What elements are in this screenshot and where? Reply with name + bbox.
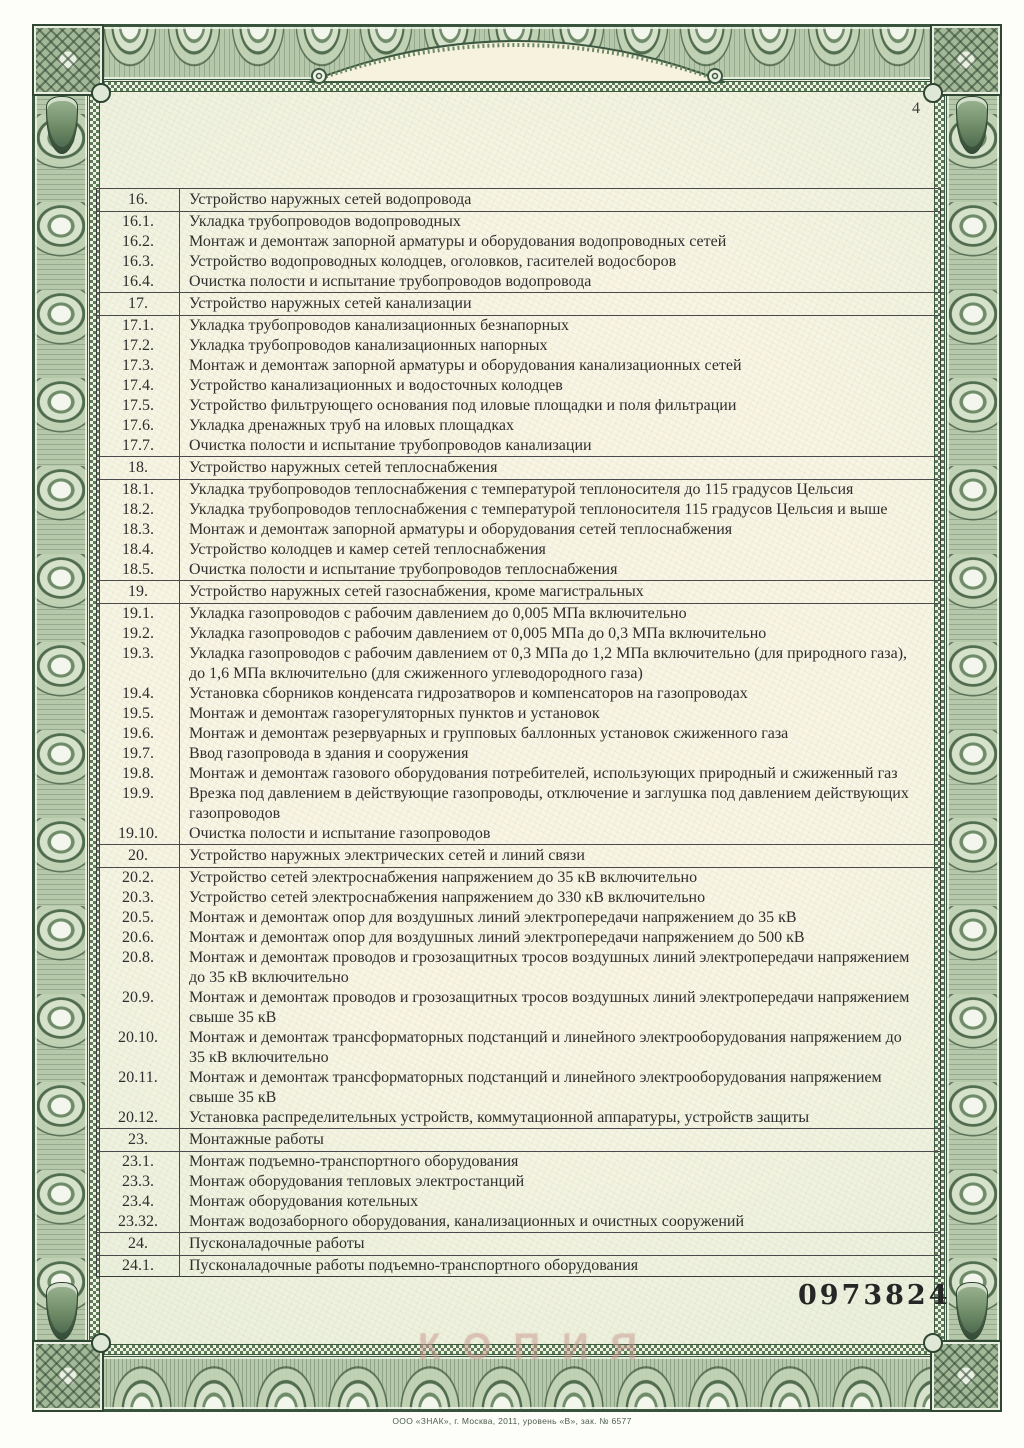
section-title: Устройство наружных электрических сетей и линий связи [180, 845, 941, 868]
item-text: Укладка газопроводов с рабочим давлением от 0,3 МПа до 1,2 МПа включительно (для природного газа), до 1,6 МПа включительно (для сжиженного углеводородного газа) [189, 645, 908, 682]
work-item-row [97, 908, 941, 928]
item-text: Монтаж и демонтаж газового оборудования потребителей, использующих природный и сжиженный газ [189, 765, 898, 782]
work-item-row [97, 500, 941, 520]
item-number: 23.4. [97, 1192, 180, 1212]
item-text: Укладка дренажных труб на иловых площадках [189, 417, 514, 434]
work-item-row [97, 1256, 941, 1277]
item-number: 23.1. [97, 1152, 180, 1173]
item-number: 19.10. [97, 824, 180, 845]
item-number: 23.3. [97, 1172, 180, 1192]
item-text: Монтаж оборудования котельных [189, 1193, 419, 1210]
item-number: 20.8. [97, 948, 180, 988]
work-item-row [97, 928, 941, 948]
section-header-row [97, 457, 941, 480]
item-text: Монтаж и демонтаж запорной арматуры и оборудования сетей теплоснабжения [189, 521, 733, 538]
item-number: 16.3. [97, 252, 180, 272]
item-text: Монтаж и демонтаж запорной арматуры и оборудования водопроводных сетей [189, 233, 727, 250]
item-text: Очистка полости и испытание трубопроводов канализации [189, 437, 592, 454]
section-title: Устройство наружных сетей водопровода [180, 189, 941, 212]
item-text: Монтаж оборудования тепловых электростанций [189, 1173, 525, 1190]
work-item-row [97, 704, 941, 724]
section-title: Монтажные работы [180, 1129, 941, 1152]
item-text: Монтаж подъемно-транспортного оборудования [189, 1153, 519, 1170]
work-item-row [97, 624, 941, 644]
work-item-row [97, 336, 941, 356]
work-item-row [97, 684, 941, 704]
work-item-row [97, 1172, 941, 1192]
item-text: Установка распределительных устройств, коммутационной аппаратуры, устройств защиты [189, 1109, 810, 1126]
section-header-row [97, 189, 941, 212]
work-item-row [97, 356, 941, 376]
item-number: 19.1. [97, 604, 180, 625]
section-number: 18. [97, 457, 180, 480]
item-number: 20.9. [97, 988, 180, 1028]
section-number: 17. [97, 293, 180, 316]
work-item-row [97, 416, 941, 436]
item-text: Устройство сетей электроснабжения напряжением до 35 кВ включительно [189, 869, 698, 886]
item-text: Укладка газопроводов с рабочим давлением до 0,005 МПа включительно [189, 605, 687, 622]
item-text: Монтаж и демонтаж проводов и грозозащитных тросов воздушных линий электропередачи напряжением свыше 35 кВ [189, 989, 910, 1026]
work-item-row [97, 644, 941, 684]
item-number: 19.5. [97, 704, 180, 724]
work-item-row [97, 1152, 941, 1173]
work-item-row [97, 888, 941, 908]
item-text: Устройство канализационных и водосточных колодцев [189, 377, 563, 394]
work-item-row [97, 480, 941, 501]
work-item-row [97, 1068, 941, 1108]
section-header-row [97, 293, 941, 316]
corner-ornament-icon [930, 1340, 1002, 1412]
work-item-row [97, 724, 941, 744]
item-text: Устройство водопроводных колодцев, оголовков, гасителей водосборов [189, 253, 677, 270]
section-header-row [97, 1129, 941, 1152]
item-number: 24.1. [97, 1256, 180, 1277]
section-header-row [97, 581, 941, 604]
item-number: 16.2. [97, 232, 180, 252]
item-number: 17.3. [97, 356, 180, 376]
border-band-left [34, 26, 88, 1410]
section-number: 16. [97, 189, 180, 212]
section-number: 23. [97, 1129, 180, 1152]
item-text: Установка сборников конденсата гидрозатворов и компенсаторов на газопроводах [189, 685, 748, 702]
item-number: 20.2. [97, 868, 180, 889]
work-item-row [97, 540, 941, 560]
item-number: 20.11. [97, 1068, 180, 1108]
item-number: 20.6. [97, 928, 180, 948]
item-number: 17.6. [97, 416, 180, 436]
section-number: 24. [97, 1233, 180, 1256]
item-number: 17.2. [97, 336, 180, 356]
work-item-row [97, 1108, 941, 1129]
item-number: 17.5. [97, 396, 180, 416]
works-table-body [97, 189, 941, 1277]
copy-watermark: КОПИЯ [418, 1326, 660, 1367]
item-text: Монтаж и демонтаж трансформаторных подстанций и линейного электрооборудования напряжением до 35 кВ включительно [189, 1029, 902, 1066]
work-item-row [97, 212, 941, 233]
item-text: Устройство фильтрующего основания под иловые площадки и поля фильтрации [189, 397, 737, 414]
item-text: Монтаж и демонтаж резервуарных и групповых баллонных установок сжиженного газа [189, 725, 789, 742]
item-number: 16.4. [97, 272, 180, 293]
item-text: Укладка трубопроводов теплоснабжения с температурой теплоносителя до 115 градусов Цельсия [189, 481, 854, 498]
item-number: 20.5. [97, 908, 180, 928]
item-text: Пусконаладочные работы подъемно-транспортного оборудования [189, 1257, 639, 1274]
item-text: Врезка под давлением в действующие газопроводы, отключение и заглушка под давлением действующих газопроводов [189, 785, 909, 822]
item-number: 19.6. [97, 724, 180, 744]
work-item-row [97, 868, 941, 889]
work-item-row [97, 560, 941, 581]
item-text: Монтаж и демонтаж запорной арматуры и оборудования канализационных сетей [189, 357, 742, 374]
item-number: 18.2. [97, 500, 180, 520]
item-text: Ввод газопровода в здания и сооружения [189, 745, 469, 762]
item-number: 19.3. [97, 644, 180, 684]
work-item-row [97, 232, 941, 252]
item-text: Очистка полости и испытание газопроводов [189, 825, 491, 842]
top-arch-ornament-icon [307, 26, 727, 84]
item-text: Монтаж и демонтаж трансформаторных подстанций и линейного электрооборудования напряжением свыше 35 кВ [189, 1069, 882, 1106]
item-text: Устройство сетей электроснабжения напряжением до 330 кВ включительно [189, 889, 706, 906]
works-table [96, 188, 941, 1277]
section-number: 20. [97, 845, 180, 868]
item-number: 18.3. [97, 520, 180, 540]
item-number: 17.7. [97, 436, 180, 457]
work-item-row [97, 272, 941, 293]
item-text: Укладка трубопроводов канализационных напорных [189, 337, 548, 354]
item-number: 19.2. [97, 624, 180, 644]
item-number: 18.5. [97, 560, 180, 581]
section-title: Устройство наружных сетей канализации [180, 293, 941, 316]
item-number: 18.1. [97, 480, 180, 501]
work-item-row [97, 784, 941, 824]
item-text: Устройство колодцев и камер сетей теплоснабжения [189, 541, 546, 558]
section-title: Устройство наружных сетей теплоснабжения [180, 457, 941, 480]
work-item-row [97, 744, 941, 764]
item-text: Монтаж и демонтаж опор для воздушных линий электропередачи напряжением до 500 кВ [189, 929, 805, 946]
page-number: 4 [912, 100, 920, 117]
printer-imprint: ООО «ЗНАК», г. Москва, 2011, уровень «В», зак. № 6577 [392, 1416, 632, 1426]
item-text: Монтаж и демонтаж газорегуляторных пунктов и установок [189, 705, 600, 722]
work-item-row [97, 764, 941, 784]
corner-ornament-icon [32, 1340, 104, 1412]
item-text: Монтаж и демонтаж опор для воздушных линий электропередачи напряжением до 35 кВ [189, 909, 797, 926]
section-header-row [97, 845, 941, 868]
works-list [96, 188, 941, 1277]
work-item-row [97, 252, 941, 272]
work-item-row [97, 396, 941, 416]
serial-number: 0973824 [798, 1280, 951, 1311]
work-item-row [97, 520, 941, 540]
work-item-row [97, 824, 941, 845]
item-number: 20.3. [97, 888, 180, 908]
item-text: Укладка трубопроводов водопроводных [189, 213, 461, 230]
corner-ornament-icon [32, 24, 104, 96]
border-band-right [946, 26, 1000, 1410]
work-item-row [97, 988, 941, 1028]
item-text: Очистка полости и испытание трубопроводов теплоснабжения [189, 561, 618, 578]
item-text: Монтаж водозаборного оборудования, канализационных и очистных сооружений [189, 1213, 745, 1230]
work-item-row [97, 1192, 941, 1212]
item-number: 20.10. [97, 1028, 180, 1068]
item-text: Укладка трубопроводов канализационных безнапорных [189, 317, 569, 334]
item-number: 19.7. [97, 744, 180, 764]
item-number: 19.9. [97, 784, 180, 824]
item-number: 20.12. [97, 1108, 180, 1129]
item-number: 17.1. [97, 316, 180, 337]
work-item-row [97, 1212, 941, 1233]
work-item-row [97, 436, 941, 457]
item-text: Монтаж и демонтаж проводов и грозозащитных тросов воздушных линий электропередачи напряжением до 35 кВ включительно [189, 949, 910, 986]
section-title: Пусконаладочные работы [180, 1233, 941, 1256]
item-number: 18.4. [97, 540, 180, 560]
item-text: Очистка полости и испытание трубопроводов водопровода [189, 273, 592, 290]
item-number: 17.4. [97, 376, 180, 396]
item-text: Укладка трубопроводов теплоснабжения с температурой теплоносителя 115 градусов Цельсия и выше [189, 501, 888, 518]
work-item-row [97, 376, 941, 396]
item-number: 23.32. [97, 1212, 180, 1233]
work-item-row [97, 316, 941, 337]
section-header-row [97, 1233, 941, 1256]
item-text: Укладка газопроводов с рабочим давлением от 0,005 МПа до 0,3 МПа включительно [189, 625, 767, 642]
work-item-row [97, 948, 941, 988]
section-title: Устройство наружных сетей газоснабжения, кроме магистральных [180, 581, 941, 604]
item-number: 19.8. [97, 764, 180, 784]
work-item-row [97, 1028, 941, 1068]
item-number: 16.1. [97, 212, 180, 233]
item-number: 19.4. [97, 684, 180, 704]
corner-ornament-icon [930, 24, 1002, 96]
work-item-row [97, 604, 941, 625]
section-number: 19. [97, 581, 180, 604]
